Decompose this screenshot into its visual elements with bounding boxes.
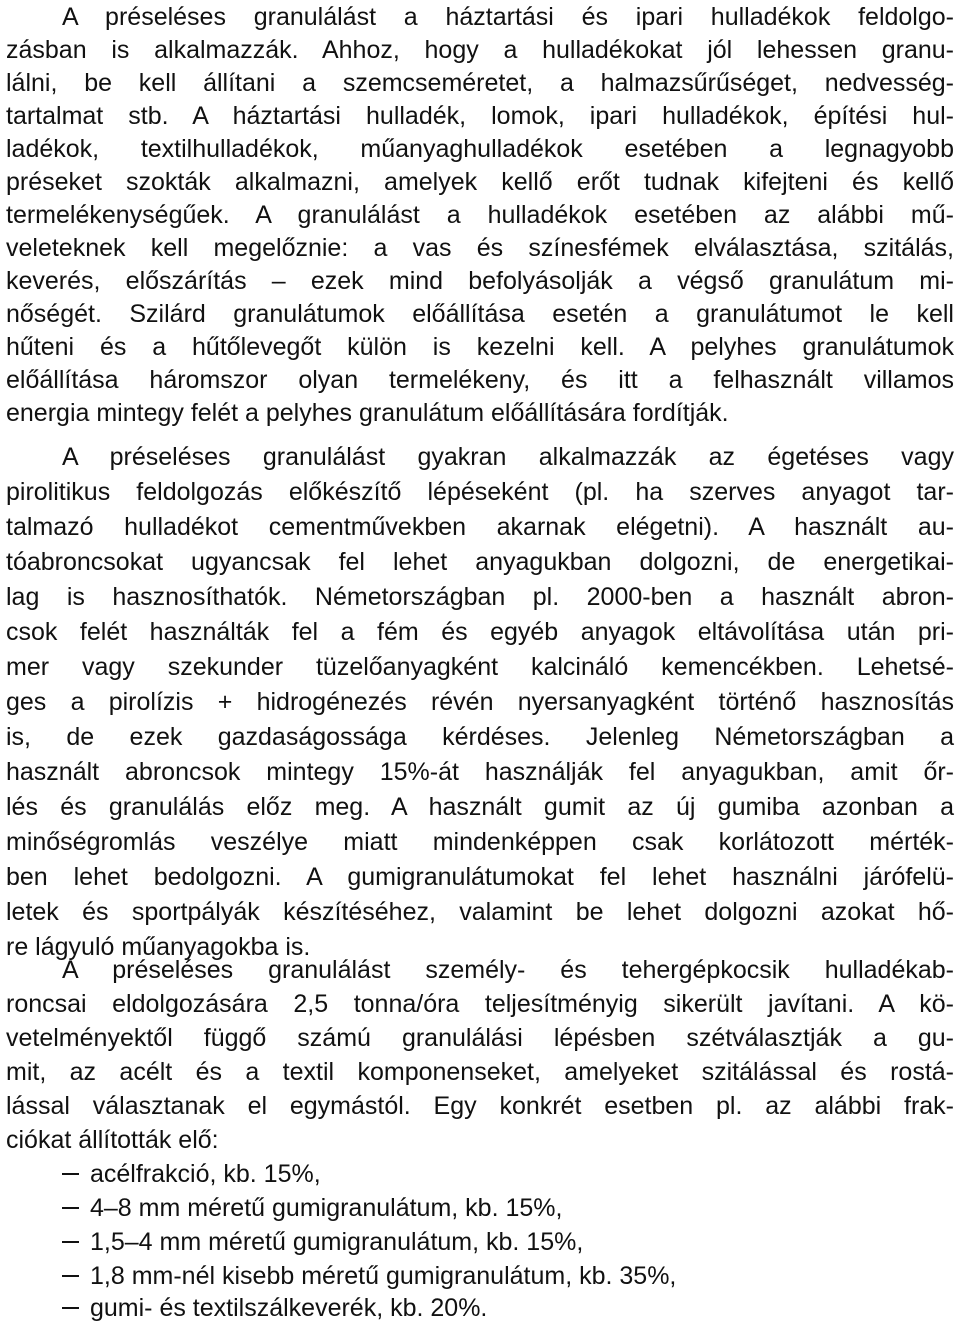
text-line: használt abroncsok mintegy 15%-át használják fel anyagukban, amit őr-	[6, 758, 954, 786]
dash-bullet-icon	[62, 1207, 79, 1209]
text-line: vetelményektől függő számú granulálási lépésben szétválasztják a gu-	[6, 1024, 954, 1052]
list-item-text: 4–8 mm méretű gumigranulátum, kb. 15%,	[90, 1194, 563, 1222]
text-line: préseket szokták alkalmazni, amelyek kellő erőt tudnak kifejteni és kellő	[6, 168, 954, 196]
text-line: ladékok, textilhulladékok, műanyaghulladékok esetében a legnagyobb	[6, 135, 954, 163]
text-line: ben lehet bedolgozni. A gumigranulátumokat fel lehet használni járófelü-	[6, 863, 954, 891]
text-line: lés és granulálás előz meg. A használt gumit az új gumiba azonban a	[6, 793, 954, 821]
text-line: termelékenységűek. A granulálást a hulladékok esetében az alábbi mű-	[6, 201, 954, 229]
list-item-text: acélfrakció, kb. 15%,	[90, 1160, 321, 1188]
text-line: A préseléses granulálást személy- és tehergépkocsik hulladékab-	[62, 956, 954, 984]
text-line: ciókat állították elő:	[6, 1126, 219, 1154]
list-item-text: gumi- és textilszálkeverék, kb. 20%.	[90, 1294, 488, 1322]
text-line: is, de ezek gazdaságossága kérdéses. Jelenleg Németországban a	[6, 723, 954, 751]
text-line: tóabroncsokat ugyancsak fel lehet anyagukban dolgozni, de energetikai-	[6, 548, 954, 576]
text-line: A préseléses granulálást a háztartási és ipari hulladékok feldolgo-	[62, 3, 954, 31]
dash-bullet-icon	[62, 1173, 79, 1175]
text-line: előállítása háromszor olyan termelékeny, és itt a felhasznált villamos	[6, 366, 954, 394]
text-line: pirolitikus feldolgozás előkészítő lépéseként (pl. ha szerves anyagot tar-	[6, 478, 954, 506]
text-line: nőségét. Szilárd granulátumok előállítása esetén a granulátumot le kell	[6, 300, 954, 328]
text-line: veleteknek kell megelőznie: a vas és színesfémek elválasztása, szitálás,	[6, 234, 954, 262]
text-line: minőségromlás veszélye miatt mindenképpen csak korlátozott mérték-	[6, 828, 954, 856]
text-line: ges a pirolízis + hidrogénezés révén nyersanyagként történő hasznosítás	[6, 688, 954, 716]
text-line: talmazó hulladékot cementművekben akarnak elégetni). A használt au-	[6, 513, 954, 541]
list-item-text: 1,5–4 mm méretű gumigranulátum, kb. 15%,	[90, 1228, 584, 1256]
text-line: zásban is alkalmazzák. Ahhoz, hogy a hulladékokat jól lehessen granu-	[6, 36, 954, 64]
text-line: lással választanak el egymástól. Egy konkrét esetben pl. az alábbi frak-	[6, 1092, 954, 1120]
text-line: lag is hasznosíthatók. Németországban pl. 2000-ben a használt abron-	[6, 583, 954, 611]
text-line: keverés, előszárítás – ezek mind befolyásolják a végső granulátum mi-	[6, 267, 954, 295]
text-line: mer vagy szekunder tüzelőanyagként kalcináló kemencékben. Lehetsé-	[6, 653, 954, 681]
text-line: letek és sportpályák készítéséhez, valamint be lehet dolgozni azokat hő-	[6, 898, 954, 926]
text-line: mit, az acélt és a textil komponenseket, amelyeket szitálással és rostá-	[6, 1058, 954, 1086]
dash-bullet-icon	[62, 1241, 79, 1243]
dash-bullet-icon	[62, 1307, 79, 1309]
text-line: energia mintegy felét a pelyhes granulátum előállítására fordítják.	[6, 399, 729, 427]
text-line: tartalmat stb. A háztartási hulladék, lomok, ipari hulladékok, építési hul-	[6, 102, 954, 130]
text-line: A préseléses granulálást gyakran alkalmazzák az égetéses vagy	[62, 443, 954, 471]
text-line: csok felét használták fel a fém és egyéb anyagok eltávolítása után pri-	[6, 618, 954, 646]
dash-bullet-icon	[62, 1275, 79, 1277]
text-line: hűteni és a hűtőlevegőt külön is kezelni kell. A pelyhes granulátumok	[6, 333, 954, 361]
text-line: lálni, be kell állítani a szemcseméretet, a halmazsűrűséget, nedvesség-	[6, 69, 954, 97]
text-line: roncsai eldolgozására 2,5 tonna/óra teljesítményig sikerült javítani. A kö-	[6, 990, 954, 1018]
list-item-text: 1,8 mm-nél kisebb méretű gumigranulátum, kb. 35%,	[90, 1262, 677, 1290]
text-line: re lágyuló műanyagokba is.	[6, 933, 311, 961]
